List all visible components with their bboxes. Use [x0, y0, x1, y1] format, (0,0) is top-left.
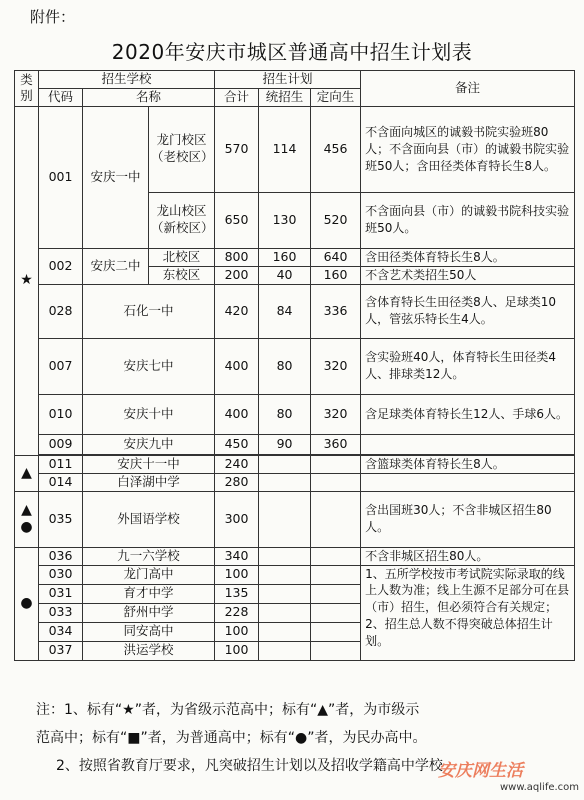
school-name: 安庆二中 [83, 248, 149, 284]
school-code: 033 [39, 603, 83, 622]
total-value: 340 [215, 547, 259, 565]
table-row [15, 473, 575, 491]
school-name: 石化一中 [83, 284, 215, 338]
unified-value: 114 [259, 106, 311, 192]
footnote-line: 范高中；标有“■”者，为普通高中；标有“●”者，为民办高中。 [36, 730, 427, 746]
school-name: 九一六学校 [83, 547, 215, 565]
campus-name: 龙山校区（新校区） [149, 192, 215, 248]
note-text: 含实验班40人，体育特长生田径类4人、排球类12人。 [361, 338, 575, 394]
total-value: 135 [215, 584, 259, 603]
table-row [15, 455, 575, 473]
note-text [361, 434, 575, 454]
table-row [15, 106, 575, 192]
table-row [15, 434, 575, 454]
note-text: 含出国班30人；不含非城区招生80人。 [361, 491, 575, 547]
school-code: 037 [39, 641, 83, 660]
total-value: 200 [215, 266, 259, 284]
note-text: 含篮球类体育特长生8人。 [361, 455, 575, 473]
total-value: 100 [215, 565, 259, 584]
directed-value: 160 [311, 266, 361, 284]
total-value: 400 [215, 338, 259, 394]
unified-value: 130 [259, 192, 311, 248]
total-value: 400 [215, 394, 259, 434]
school-name: 育才中学 [83, 584, 215, 603]
header-total: 合计 [215, 88, 259, 106]
category-triangle-circle-symbol: ▲ ● [15, 491, 39, 547]
table-row [15, 248, 575, 266]
total-value: 650 [215, 192, 259, 248]
table-row [15, 547, 575, 565]
school-name: 外国语学校 [83, 491, 215, 547]
header-notes: 备注 [361, 71, 575, 107]
school-name: 安庆十一中 [83, 455, 215, 473]
directed-value: 640 [311, 248, 361, 266]
school-code: 002 [39, 248, 83, 284]
category-star-symbol: ★ [15, 106, 39, 455]
header-plan-group: 招生计划 [215, 71, 361, 89]
school-name: 安庆七中 [83, 338, 215, 394]
header-directed: 定向生 [311, 88, 361, 106]
unified-value: 80 [259, 338, 311, 394]
note-text: 含体育特长生田径类8人、足球类10人，管弦乐特长生4人。 [361, 284, 575, 338]
header-unified: 统招生 [259, 88, 311, 106]
unified-value: 40 [259, 266, 311, 284]
total-value: 420 [215, 284, 259, 338]
school-code: 010 [39, 394, 83, 434]
school-code: 001 [39, 106, 83, 248]
directed-value: 320 [311, 338, 361, 394]
note-text: 含足球类体育特长生12人、手球6人。 [361, 394, 575, 434]
school-name: 安庆一中 [83, 106, 149, 248]
unified-value: 90 [259, 434, 311, 454]
campus-name: 北校区 [149, 248, 215, 266]
table-row [15, 338, 575, 394]
header-school-group: 招生学校 [39, 71, 215, 89]
note-text: 不含面向城区的诚毅书院实验班80人；不含面向县（市）的诚毅书院实验班50人；含田径类体育特长生8人。 [361, 106, 575, 192]
school-code: 007 [39, 338, 83, 394]
table-row [15, 565, 575, 584]
header-code: 代码 [39, 88, 83, 106]
private-schools-note: 1、五所学校按市考试院实际录取的线上人数为准；线上生源不足部分可在县（市）招生，但必须符合有关规定； 2、招生总人数不得突破总体招生计划。 [361, 565, 575, 660]
table-row [15, 394, 575, 434]
school-name: 洪运学校 [83, 641, 215, 660]
school-code: 028 [39, 284, 83, 338]
school-name: 舒州中学 [83, 603, 215, 622]
directed-value: 320 [311, 394, 361, 434]
school-code: 034 [39, 622, 83, 641]
total-value: 228 [215, 603, 259, 622]
note-text: 不含非城区招生80人。 [361, 547, 575, 565]
campus-name: 龙门校区（老校区） [149, 106, 215, 192]
unified-value: 84 [259, 284, 311, 338]
school-code: 014 [39, 473, 83, 491]
header-name: 名称 [83, 88, 215, 106]
total-value: 100 [215, 622, 259, 641]
total-value: 800 [215, 248, 259, 266]
unified-value: 160 [259, 248, 311, 266]
school-code: 030 [39, 565, 83, 584]
category-triangle-symbol: ▲ [15, 455, 39, 491]
footnote-line: 2、按照省教育厅要求，凡突破招生计划以及招收学籍高中学校 [56, 758, 443, 774]
note-text: 不含面向县（市）的诚毅书院科技实验班50人。 [361, 192, 575, 248]
footnote-line: 注：1、标有“★”者，为省级示范高中；标有“▲”者，为市级示 [36, 702, 420, 718]
campus-name: 东校区 [149, 266, 215, 284]
watermark-url: www.aqlife.com [500, 782, 580, 793]
header-category: 类别 [15, 71, 39, 107]
table-row [15, 284, 575, 338]
directed-value: 520 [311, 192, 361, 248]
school-name: 同安高中 [83, 622, 215, 641]
total-value: 450 [215, 434, 259, 454]
category-circle-symbol: ● [15, 547, 39, 660]
total-value: 280 [215, 473, 259, 491]
directed-value: 360 [311, 434, 361, 454]
school-code: 011 [39, 455, 83, 473]
school-code: 031 [39, 584, 83, 603]
watermark-brand: 安庆网生活 [438, 761, 523, 781]
total-value: 570 [215, 106, 259, 192]
school-name: 安庆九中 [83, 434, 215, 454]
total-value: 100 [215, 641, 259, 660]
school-code: 009 [39, 434, 83, 454]
school-name: 龙门高中 [83, 565, 215, 584]
school-name: 白泽湖中学 [83, 473, 215, 491]
total-value: 240 [215, 455, 259, 473]
directed-value: 456 [311, 106, 361, 192]
school-code: 035 [39, 491, 83, 547]
school-name: 安庆十中 [83, 394, 215, 434]
attachment-label: 附件： [30, 8, 76, 26]
unified-value: 80 [259, 394, 311, 434]
total-value: 300 [215, 491, 259, 547]
table-row [15, 491, 575, 547]
note-text: 不含艺术类招生50人 [361, 266, 575, 284]
school-code: 036 [39, 547, 83, 565]
note-text: 含田径类体育特长生8人。 [361, 248, 575, 266]
enrollment-plan-table [14, 70, 575, 661]
page-title: 2020年安庆市城区普通高中招生计划表 [111, 40, 473, 64]
directed-value: 336 [311, 284, 361, 338]
note-text [361, 473, 575, 491]
